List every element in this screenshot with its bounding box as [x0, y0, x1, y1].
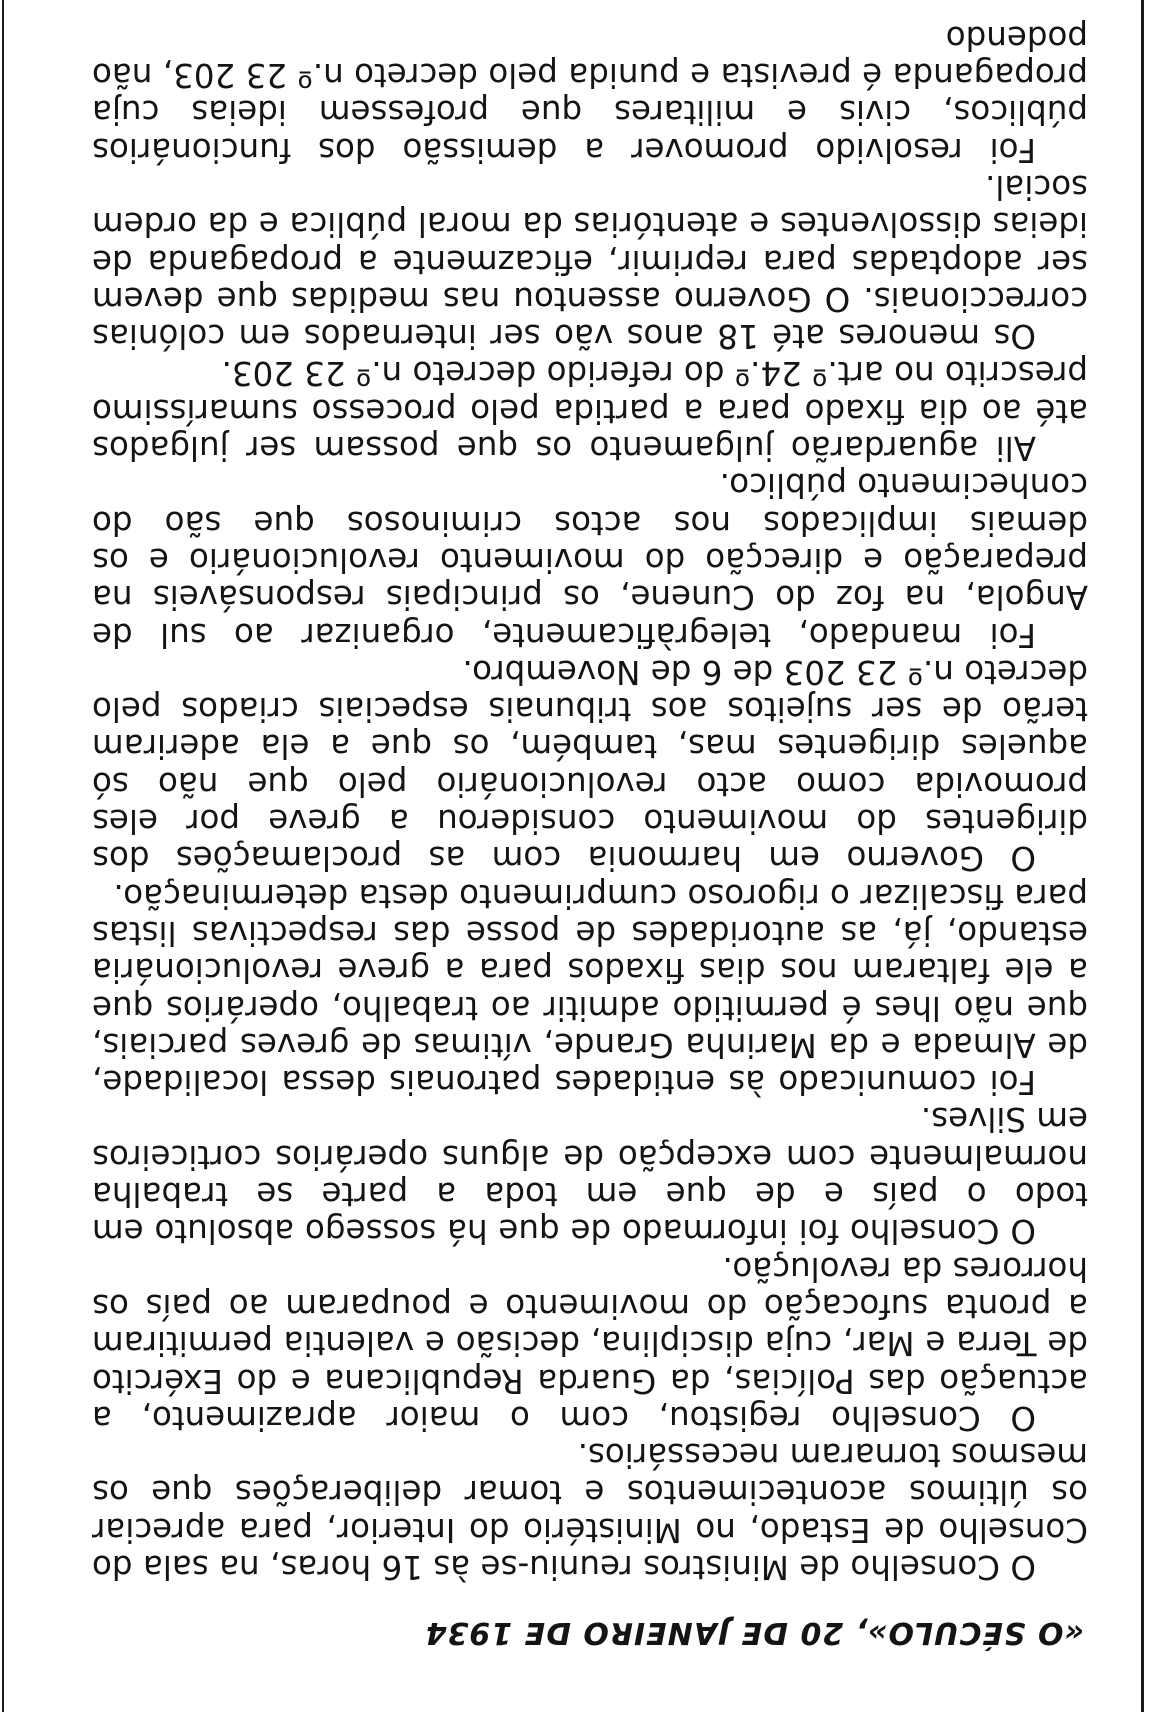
page-content — [92, 0, 1088, 1650]
paragraph: O Conselho de Ministros reuniu-se às 16 horas, na sala do Conselho de Estado, no Ministério do Interior, para apreciar os últimos acontecimentos e tomar deliberações que os mesmos tornaram necessários. — [92, 1436, 1088, 1586]
paragraph: O Conselho foi informado de que há sossego absoluto em todo o país e de que em toda a parte se trabalha normalmente com excepção de alguns operários corticeiros em Silves. — [92, 1100, 1088, 1251]
paragraph: Ali aguardarão julgamento os que possam ser julgados até ao dia fixado para a partida pelo processo sumaríssimo prescrito no art.º 24.º do referido decreto n.º 23 203. — [92, 354, 1088, 468]
paragraph: Foi mandado, telegràficamente, organizar ao sul de Angola, na foz do Cunene, os principais responsáveis na preparação e direcção do movimento revolucionário e os demais implicados nos actos criminosos que são do conhecimento público. — [92, 466, 1088, 654]
paragraph: O Governo em harmonia com as proclamações dos dirigentes do movimento considerou a greve por eles promovida como acto revolucionário pelo que não só aqueles dirigentes mas, também, os que a ela aderiram terão de ser sujeitos aos tribunais especiais criados pelo decreto n.º 23 203 de 6 de Novembro. — [92, 652, 1088, 878]
paragraph: Foi resolvido promover a demissão dos funcionários públicos, civis e militares que professem ideias cuja propaganda é prevista e punida pelo decreto n.º 23 203, não podendo — [92, 18, 1088, 169]
paragraph: O Conselho registou, com o maior aprazimento, a actuação das Polícias, da Guarda Republicana e do Exército de Terra e Mar, cuja disciplina, decisão e valentia permitiram a pronta sufocação do movimento e pouparam ao país os horrores da revolução. — [92, 1249, 1088, 1437]
paragraph: Os menores até 18 anos vão ser internados em colónias correccionais. O Governo assentou nas medidas que devem ser adoptadas para reprimir, eficazmente a propaganda de ideias dissolventes e atentórias da moral pública e da ordem social. — [92, 168, 1088, 356]
paragraph: Foi comunicado às entidades patronais dessa localidade, de Almada e da Marinha Grande, vítimas de greves parciais, que não lhes é permitido admitir ao trabalho, operários que a ele faltaram nos dias fixados para a greve revolucionária estando, já, as autoridades de posse das respectivas listas para fiscalizar o rigoroso cumprimento desta determinação. — [92, 876, 1088, 1102]
running-head: «O SÉCULO», 20 DE JANEIRO DE 1934 — [424, 1615, 1084, 1650]
